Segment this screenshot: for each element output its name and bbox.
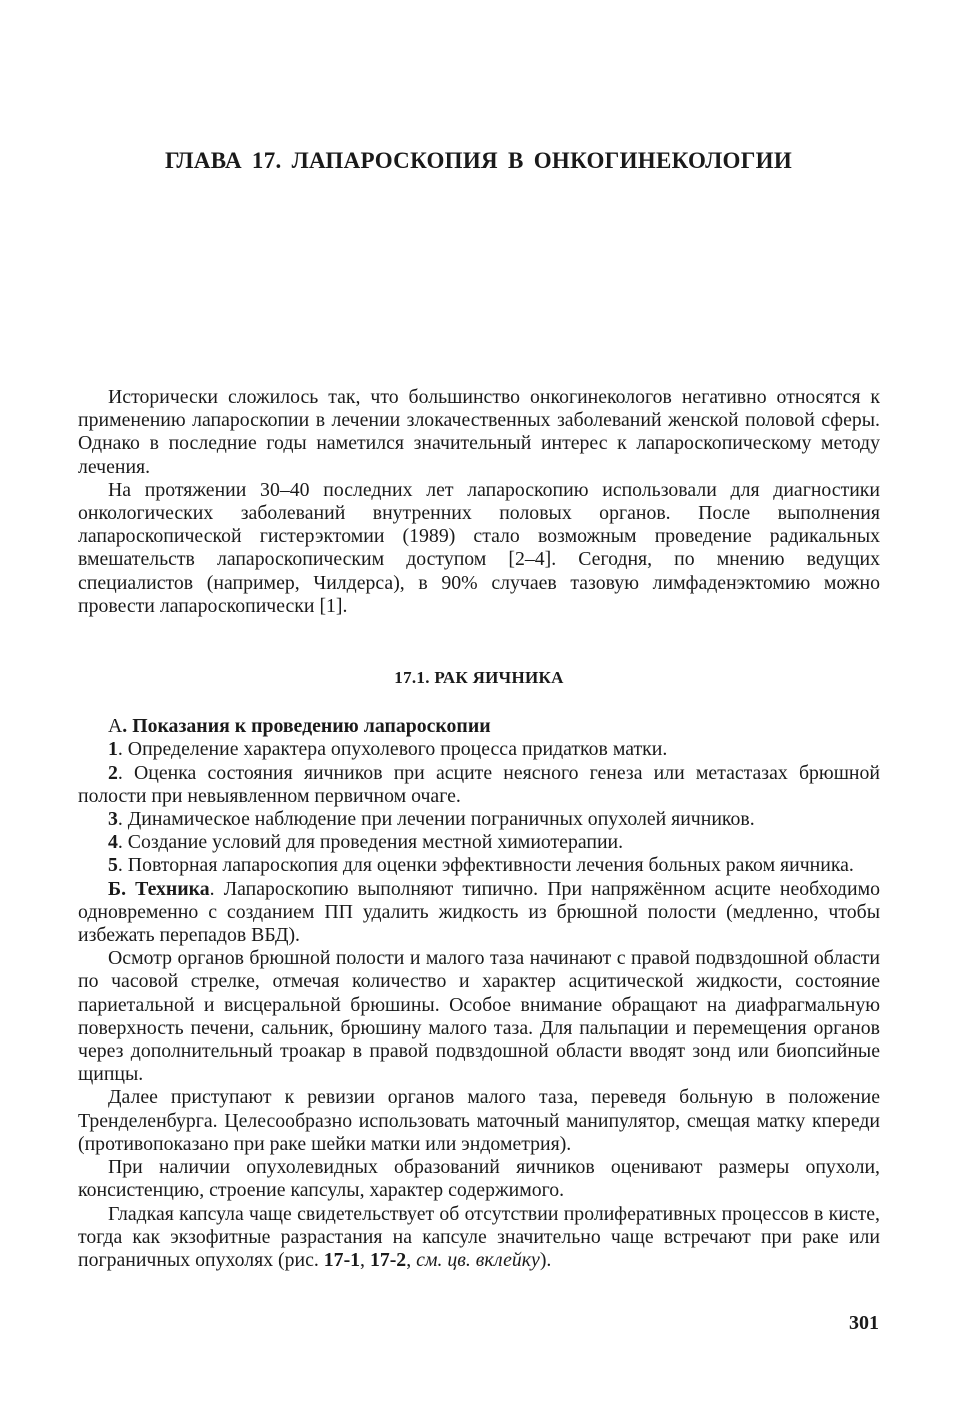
indication-number: 3 — [108, 808, 118, 831]
indication-text: . Повторная лапароскопия для оценки эффективности лечения больных раком яичника. — [117, 854, 854, 877]
insert-note: см. цв. вклейку — [416, 1248, 540, 1271]
technique-paragraph-3: При наличии опухолевидных образований яичников оценивают размеры опухоли, консистенцию, строение капсулы, характер содержимого. — [78, 1156, 880, 1202]
closing-paren: ). — [539, 1248, 552, 1271]
page-number: 301 — [849, 1312, 879, 1334]
indication-number: 5 — [108, 854, 118, 877]
indication-text: . Динамическое наблюдение при лечении пограничных опухолей яичников. — [117, 808, 755, 831]
body-text — [78, 386, 880, 1272]
subsection-b-text: . Лапароскопию выполняют типично. При напряжённом асците необходимо одновременно с созданием ПП удалить жидкость из брюшной полости (медленно, чтобы избежать перепадов ВБД). — [78, 877, 880, 947]
indication-item — [78, 738, 880, 761]
subsection-a-title: . Показания к проведению лапароскопии — [122, 715, 491, 738]
figure-reference: 17-1 — [323, 1248, 361, 1271]
indication-number: 2 — [108, 761, 118, 784]
last-paragraph-text: Гладкая капсула чаще свидетельствует об отсутствии пролиферативных процессов в кисте, тогда как экзофитные разрастания на капсуле значительно чаще встречают при раке или пограничных опухолях (рис. — [78, 1202, 880, 1271]
section-title: 17.1. РАК ЯИЧНИКА — [394, 668, 564, 688]
indication-item — [78, 808, 880, 831]
subsection-b-title: . Техника — [121, 877, 210, 900]
indication-text: . Оценка состояния яичников при асците неясного генеза или метастазах брюшной полости при невыявленном первичном очаге. — [78, 761, 880, 807]
indication-text: . Создание условий для проведения местной химиотерапии. — [117, 831, 624, 854]
subsection-a-marker: А — [108, 715, 123, 738]
separator: , — [360, 1248, 370, 1271]
last-paragraph — [78, 1203, 880, 1273]
technique-paragraph-1: Осмотр органов брюшной полости и малого таза начинают с правой подвздошной области по часовой стрелке, отмечая количество и характер асцитической жидкости, состояние париетальной и висцеральной брюшины. Особое внимание обращают на диафрагмальную поверхность печени, сальник, брюшину малого таза. Для пальпации и перемещения органов через дополнительный троакар в правой подвздошной области вводят зонд или биопсийные щипцы. — [78, 947, 880, 1086]
figure-reference: 17-2 — [369, 1248, 407, 1271]
indication-item — [78, 831, 880, 854]
indication-text: . Определение характера опухолевого процесса придатков матки. — [117, 738, 668, 761]
subsection-a-heading — [78, 715, 880, 738]
intro-paragraph-1: Исторически сложилось так, что большинство онкогинекологов негативно относятся к применению лапароскопии в лечении злокачественных заболеваний женской половой сферы. Однако в последние годы наметился значительный интерес к лапароскопическому методу лечения. — [78, 386, 880, 478]
indication-number: 1 — [108, 738, 118, 761]
indication-item — [78, 854, 880, 877]
subsection-b-paragraph — [78, 878, 880, 948]
indication-number: 4 — [108, 831, 118, 854]
chapter-title: ГЛАВА 17. ЛАПАРОСКОПИЯ В ОНКОГИНЕКОЛОГИИ — [164, 148, 793, 173]
intro-paragraph-2: На протяжении 30–40 последних лет лапароскопию использовали для диагностики онкологических заболеваний внутренних половых органов. После выполнения лапароскопической гистерэктомии (1989) стало возможным проведение радикальных вмешательств лапароскопическим доступом [2–4]. Сегодня, по мнению ведущих специалистов (например, Чилдерса), в 90% случаев тазовую лимфаденэктомию можно провести лапароскопически [1]. — [78, 478, 880, 617]
technique-paragraph-2: Далее приступают к ревизии органов малого таза, переведя больную в положение Тренделенбурга. Целесообразно использовать маточный манипулятор, смещая матку кпереди (противопоказано при раке шейки матки или эндометрия). — [78, 1086, 880, 1155]
indication-item — [78, 762, 880, 808]
subsection-b-marker: Б — [108, 877, 122, 900]
separator: , — [406, 1248, 417, 1271]
